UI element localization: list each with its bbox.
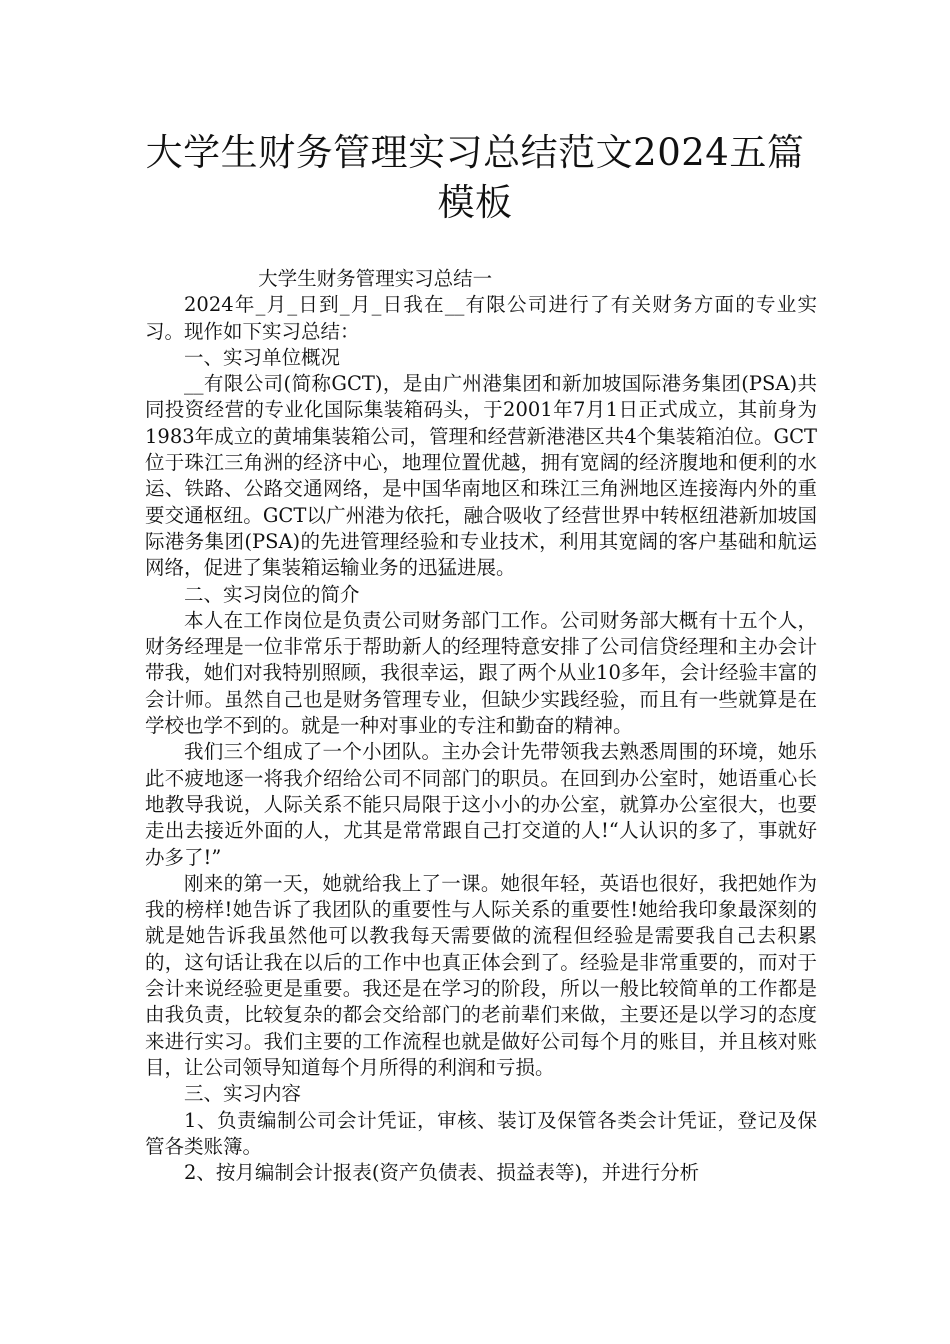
position-paragraph: 本人在工作岗位是负责公司财务部门工作。公司财务部大概有十五个人，财务经理是一位非常乐于帮助新人的经理特意安排了公司信贷经理和主办会计带我，她们对我特别照顾，我很幸运，跟了两个从业10多年，会计经验丰富的会计师。虽然自己也是财务管理专业，但缺少实践经验，而且有一些就算是在学校也学不到的。就是一种对事业的专注和勤奋的精神。 xyxy=(145,608,817,738)
content-item-1: 1、负责编制公司会计凭证，审核、装订及保管各类会计凭证，登记及保管各类账簿。 xyxy=(145,1108,817,1158)
team-paragraph: 我们三个组成了一个小团队。主办会计先带领我去熟悉周围的环境，她乐此不疲地逐一将我介绍给公司不同部门的职员。在回到办公室时，她语重心长地教导我说，人际关系不能只局限于这小小的办公室，就算办公室很大，也要走出去接近外面的人，尤其是常常跟自己打交道的人!“人认识的多了，事就好办多了!” xyxy=(145,740,817,869)
intro-paragraph: 2024年_月_日到_月_日我在__有限公司进行了有关财务方面的专业实习。现作如下实习总结： xyxy=(145,293,817,343)
company-overview-paragraph: __有限公司(简称GCT)，是由广州港集团和新加坡国际港务集团(PSA)共同投资经营的专业化国际集装箱码头，于2001年7月1日正式成立，其前身为1983年成立的黄埔集装箱公司，管理和经营新港港区共4个集装箱泊位。GCT位于珠江三角洲的经济中心，地理位置优越，拥有宽阔的经济腹地和便利的水运、铁路、公路交通网络，是中国华南地区和珠江三角洲地区连接海内外的重要交通枢纽。GCT以广州港为依托，融合吸收了经营世界中转枢纽港新加坡国际港务集团(PSA)的先进管理经验和专业技术，利用其宽阔的客户基础和航运网络，促进了集装箱运输业务的迅猛进展。 xyxy=(145,372,817,580)
heading-position-intro: 二、实习岗位的简介 xyxy=(184,582,360,606)
document-body xyxy=(145,266,817,1186)
content-item-2: 2、按月编制会计报表(资产负债表、损益表等)，并进行分析 xyxy=(184,1161,700,1185)
heading-internship-content: 三、实习内容 xyxy=(184,1082,302,1106)
heading-company-overview: 一、实习单位概况 xyxy=(184,345,341,369)
section-title: 大学生财务管理实习总结一 xyxy=(258,267,493,290)
first-day-paragraph: 刚来的第一天，她就给我上了一课。她很年轻，英语也很好，我把她作为我的榜样!她告诉了我团队的重要性与人际关系的重要性!她给我印象最深刻的就是她告诉我虽然他可以教我每天需要做的流程但经验是需要我自己去积累的，这句话让我在以后的工作中也真正体会到了。经验是非常重要的，而对于会计来说经验更是重要。我还是在学习的阶段，所以一般比较简单的工作都是由我负责，比较复杂的都会交给部门的老前辈们来做，主要还是以学习的态度来进行实习。我们主要的工作流程也就是做好公司每个月的账目，并且核对账目，让公司领导知道每个月所得的利润和亏损。 xyxy=(145,871,817,1079)
document-title: 大学生财务管理实习总结范文2024五篇模板 xyxy=(145,131,805,224)
